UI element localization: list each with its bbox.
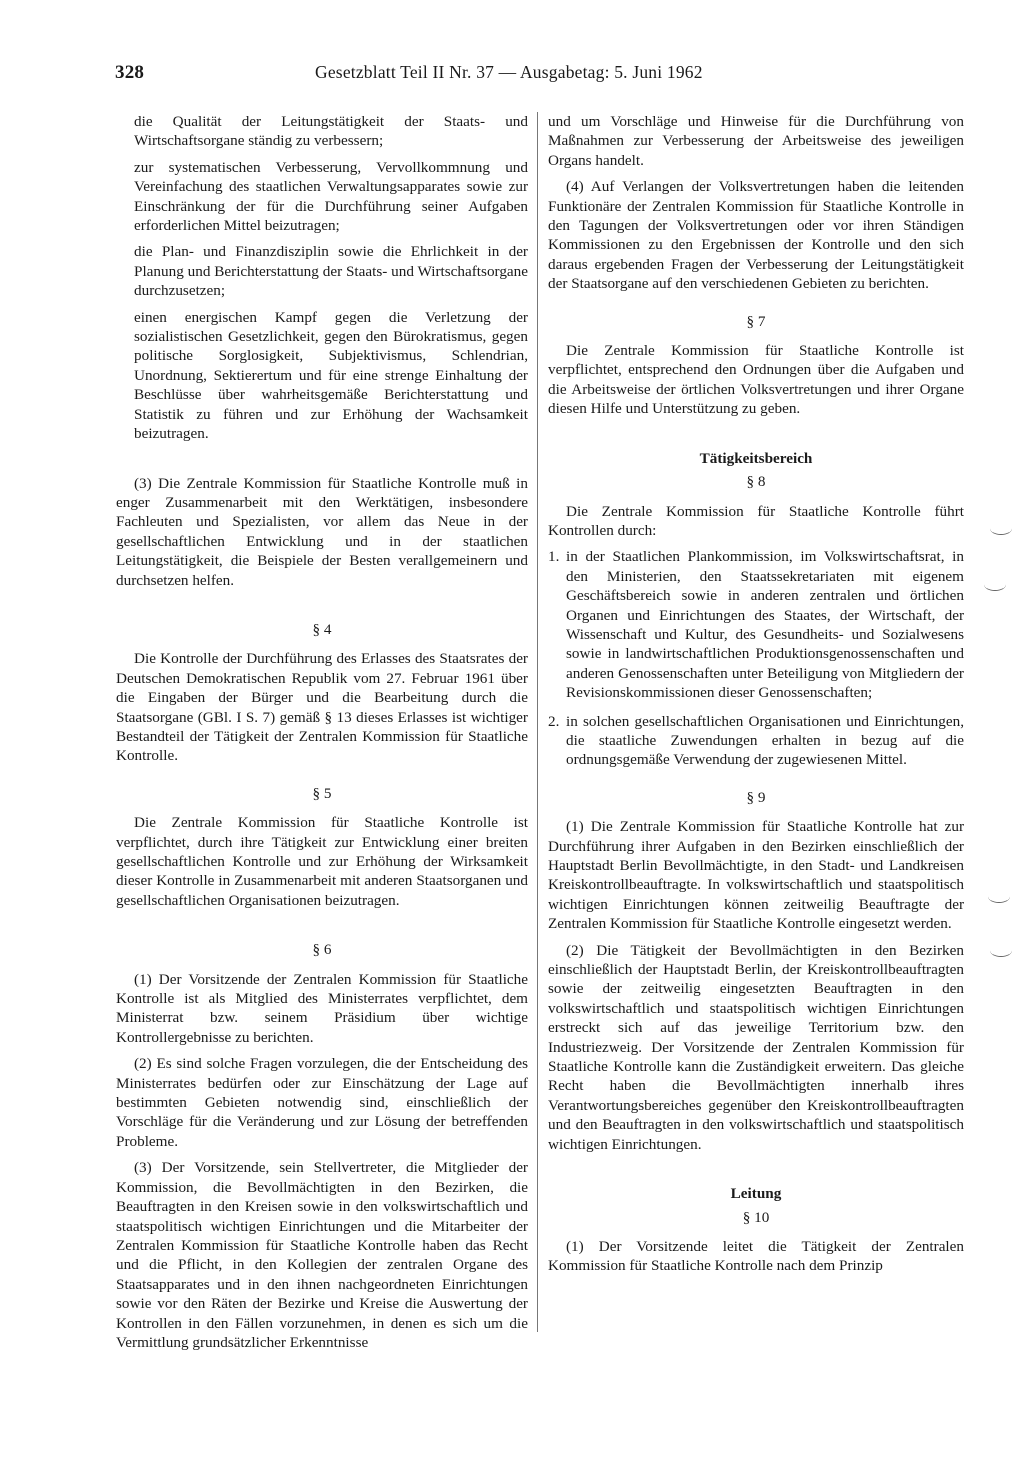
section-7-heading: § 7 xyxy=(746,312,766,330)
list-item-text: in solchen gesellschaftlichen Organisationen und Einrichtungen, die staatliche Zuwendungen erhalten in bezug auf die ordnungsgemäße Verwendung der zugewiesenen Mittel. xyxy=(566,712,964,769)
section-6-paragraph-1: (1) Der Vorsitzende der Zentralen Kommission für Staatliche Kontrolle ist als Mitglied des Ministerrates verpflichtet, dem Ministerrat bzw. seinem Präsidium über wichtige Kontrollergebnisse zu berichten. xyxy=(116,970,528,1046)
section-7-text: Die Zentrale Kommission für Staatliche Kontrolle ist verpflichtet, entsprechend den Ordnungen über die Aufgaben und die Arbeitsweise der örtlichen Volksvertretungen und ihrer Organe diesen Hilfe und Unterstützung zu geben. xyxy=(548,342,964,418)
list-item xyxy=(548,712,964,770)
list-item-number: 2. xyxy=(548,712,560,730)
list-item-text: in der Staatlichen Plankommission, im Volkswirtschaftsrat, in den Ministerien, den Staatssekretariaten mit eigenem Geschäftsbereich sowie in anderen zentralen und örtlichen Organen und Einrichtungen des Staates, der Wirtschaft, der Wissenschaft und Kultur, des Gesundheits- und Sozialwesens sowie in landwirtschaftlichen Produktionsgenossenschaften und anderen Genossenschaften unter Beteiligung von Mitgliedern der Revisionskommissionen dieser Genossenschaften; xyxy=(566,548,964,702)
right-column xyxy=(548,112,964,1283)
section-title-leadership: Leitung xyxy=(730,1185,782,1203)
running-title: Gesetzblatt Teil II Nr. 37 — Ausgabetag: 5. Juni 1962 xyxy=(315,62,703,82)
section-6-paragraph-3: (3) Der Vorsitzende, sein Stellvertreter, die Mitglieder der Kommission, die Bevollmächtigten in den Bezirken, die Beauftragten in den Kreisen sowie in den volkswirtschaftlich und staatspolitisch wichtigen Einrichtungen und die Mitarbeiter der Zentralen Kommission für Staatliche Kontrolle haben das Recht und die Pflicht, in den Kollegien der zentralen Organe des Staatsapparates und in den ihnen nachgeordneten Einrichtungen sowie vor den Räten der Bezirke und Kreise die Auswertung der Kontrollen in den Fällen vorzunehmen, in denen es sich um die Vermittlung grundsätzlicher Erkenntnisse xyxy=(116,1159,528,1351)
margin-mark xyxy=(990,944,1012,957)
margin-mark xyxy=(984,578,1006,591)
section-5-heading: § 5 xyxy=(312,784,332,802)
margin-mark xyxy=(988,890,1010,903)
section-8-heading: § 8 xyxy=(746,473,766,491)
left-column xyxy=(116,112,528,1359)
section-9-paragraph-1: (1) Die Zentrale Kommission für Staatliche Kontrolle hat zur Durchführung ihrer Aufgaben in den Bezirken einschließlich der Hauptstadt Berlin Bevollmächtigte, in den Stadt- und Landkreisen Kreiskontrollbeauftragte. In volkswirtschaftlich und staatspolitisch wichtigen Einrichtungen können zeitweilig Beauftragte der Zentralen Kommission für Staatliche Kontrolle eingesetzt werden. xyxy=(548,818,964,933)
list-item-number: 1. xyxy=(548,548,560,566)
section-6-paragraph-2: (2) Es sind solche Fragen vorzulegen, die der Entscheidung des Ministerrates bedürfen oder zur Einschätzung der Lage auf bestimmten Gebieten notwendig sind, einschließlich der Vorschläge für die Veränderung und zur Lösung der betreffenden Probleme. xyxy=(116,1055,528,1150)
list-item: die Qualität der Leitungstätigkeit der Staats- und Wirtschaftsorgane ständig zu verbessern; xyxy=(134,113,528,150)
section-9-heading: § 9 xyxy=(746,788,766,806)
section-6-heading: § 6 xyxy=(312,941,332,959)
section-title-activity: Tätigkeitsbereich xyxy=(699,449,813,467)
list-item xyxy=(548,547,964,702)
section-4-text: Die Kontrolle der Durchführung des Erlasses des Staatsrates der Deutschen Demokratischen Republik vom 27. Februar 1961 über die Eingaben der Bürger und die Bearbeitung durch die Staatsorgane (GBl. I S. 7) gemäß § 13 dieses Erlasses ist wichtiger Bestandteil der Tätigkeit der Zentralen Kommission für Staatliche Kontrolle. xyxy=(116,650,528,765)
page-header xyxy=(115,62,910,88)
paragraph-3: (3) Die Zentrale Kommission für Staatliche Kontrolle muß in enger Zusammenarbeit mit den Werktätigen, insbesondere Fachleuten und Spezialisten, vor allem das Neue in der gesellschaftlichen Entwicklung und in der staatlichen Leitungstätigkeit, die Beispiele der Besten verallgemeinern und durchsetzen helfen. xyxy=(116,474,528,589)
section-10-paragraph-1: (1) Der Vorsitzende leitet die Tätigkeit der Zentralen Kommission für Staatliche Kontrolle nach dem Prinzip xyxy=(548,1237,964,1275)
section-6-paragraph-3-continued: und um Vorschläge und Hinweise für die Durchführung von Maßnahmen zur Verbesserung der Arbeitsweise des jeweiligen Organs handelt. xyxy=(548,113,964,169)
column-divider xyxy=(537,112,538,1332)
section-4-heading: § 4 xyxy=(312,620,332,638)
list-item: zur systematischen Verbesserung, Vervollkommnung und Vereinfachung des staatlichen Verwaltungsapparates sowie zur Einschränkung der für die Durchführung seiner Aufgaben erforderlichen Mittel beizutragen; xyxy=(134,158,528,235)
section-10-heading: § 10 xyxy=(742,1208,770,1226)
section-8-intro: Die Zentrale Kommission für Staatliche Kontrolle führt Kontrollen durch: xyxy=(548,502,964,539)
section-5-text: Die Zentrale Kommission für Staatliche Kontrolle ist verpflichtet, durch ihre Tätigkeit zur Entwicklung einer breiten gesellschaftlichen Kontrolle und zur Erhöhung der Wirksamkeit dieser Kontrolle in Zusammenarbeit mit anderen Staatsorganen und gesellschaftlichen Organisationen beizutragen. xyxy=(116,814,528,909)
margin-mark xyxy=(990,522,1012,535)
list-item: einen energischen Kampf gegen die Verletzung der sozialistischen Gesetzlichkeit, gegen den Bürokratismus, gegen politische Sorglosigkeit, Subjektivismus, Schlendrian, Unordnung, Sektierertum und für eine strenge Einhaltung der Beschlüsse über wahrheitsgemäße Berichterstattung und Statistik zu führen und zur Erhöhung der Wachsamkeit beizutragen. xyxy=(134,308,528,443)
list-item: die Plan- und Finanzdisziplin sowie die Ehrlichkeit in der Planung und Berichterstattung der Staats- und Wirtschaftsorgane durchzusetzen; xyxy=(134,243,528,300)
section-9-paragraph-2: (2) Die Tätigkeit der Bevollmächtigten in den Bezirken einschließlich der Hauptstadt Berlin, der Kreiskontrollbeauftragten sowie der zeitweilig eingesetzten Beauftragten in den volkswirtschaftlich und staatspolitisch wichtigen Einrichtungen erstreckt sich auf das jeweilige Territorium bzw. den Industriezweig. Der Vorsitzende der Zentralen Kommission für Staatliche Kontrolle kann die Zuständigkeit erweitern. Das gleiche Recht haben die Bevollmächtigten innerhalb ihres Verantwortungsbereiches gegenüber den Kreiskontrollbeauftragten und den Beauftragten in den volkswirtschaftlich und staatspolitisch wichtigen Einrichtungen. xyxy=(548,941,964,1153)
page-number: 328 xyxy=(115,62,145,83)
section-6-paragraph-4: (4) Auf Verlangen der Volksvertretungen haben die leitenden Funktionäre der Zentralen Kommission für Staatliche Kontrolle in den Tagungen der Volksvertretungen oder vor ihren Ständigen Kommissionen zu den Ergebnissen der Kontrolle und den sich daraus ergebenden Fragen der Verbesserung der Leitungstätigkeit der Staatsorgane auf den verschiedenen Gebieten zu berichten. xyxy=(548,178,964,293)
